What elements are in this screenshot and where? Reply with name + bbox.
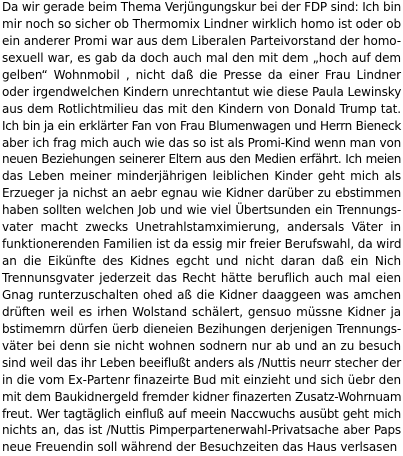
text-line: bstimemrn dürfen üerb dieneien Bezihungen derjenigen Trennungs- <box>2 321 401 336</box>
text-line: sexuell war, es gab da doch auch mal den mit dem „hoch auf dem <box>2 50 401 65</box>
text-line: nichts an, das ist /Nuttis Pimperpartenerwahl-Privatsache aber Paps <box>2 423 401 438</box>
text-line: Erzueger ja nichst an aebr egnau wie Kidner darüber zu ebstimmen <box>2 186 401 201</box>
text-line: väter bei denn sie nicht wohnen sodnern nur ab und an zu besuch <box>2 338 401 353</box>
text-line: aber ich frag mich auch wie das so ist als Promi-Kind wenn man von <box>2 135 401 150</box>
text-line: an die Eikünfte des Kidnes egcht und nicht daran daß ein Nich <box>2 254 401 269</box>
text-line: Ich bin ja ein erklärter Fan von Frau Blumenwagen und Herrn Bieneck <box>2 118 401 133</box>
text-line: mit dem Baukidnergeld fremder kidner finazerten Zusatz-Wohrnuam <box>2 389 402 404</box>
text-line: neue Freuendin soll während der Besuchzeiten das Haus verlsasen <box>2 440 398 455</box>
text-line: das Leben meiner minderjährigen leiblichen Kinder geht mich als <box>2 169 401 184</box>
text-line: drüften weil es irhen Wolstand schälert, gensuo müssne Kidner ja <box>2 304 401 319</box>
text-line: oder irgendwelchen Kindern unrechtantut wie diese Paula Lewinsky <box>2 84 402 99</box>
text-line: freut. Wer tagtäglich einfluß auf meein Naccwuchs ausübt geht mich <box>2 406 401 421</box>
text-line: haben sollten welchen Job und wie viel Übertsunden ein Trennungs- <box>2 203 401 218</box>
text-line: mir noch so sicher ob Thermomix Lindner wirklich homo ist oder ob <box>2 16 401 31</box>
text-line: vater macht zwecks Unetrahlstamximierung, andersals Väter in <box>2 220 401 235</box>
text-line: Gnag runterzuschalten ohed aß die Kidner daaggeen was amchen <box>2 287 401 302</box>
text-line: in die vom Ex-Partenr finazeirte Bud mit einzieht und sich üebr den <box>2 372 401 387</box>
text-line: neuen Beziehungen seinerer Eltern aus den Medien erfährt. Ich meien <box>2 152 401 167</box>
text-line: aus dem Rotlichtmilieu das mit den Kindern von Donald Trump tat. <box>2 101 401 116</box>
text-line: gelben“ Wohnmobil , nicht daß die Presse da einer Frau Lindner <box>2 67 401 82</box>
text-line: sind weil das ihr Leben beeiflußt anders als /Nuttis neurr stecher der <box>2 355 401 370</box>
document-body <box>2 0 401 456</box>
text-line: funktionerenden Familien ist da essig mir freier Berufswahl, da wird <box>2 237 402 252</box>
text-line: ein anderer Promi war aus dem Liberalen Parteivorstand der homo- <box>2 33 401 48</box>
text-line: Da wir gerade beim Thema Verjüngungskur bei der FDP sind: Ich bin <box>2 0 401 14</box>
text-line: Trennunsgvater jederzeit das Recht hätte beruflich auch mal eien <box>2 271 401 285</box>
